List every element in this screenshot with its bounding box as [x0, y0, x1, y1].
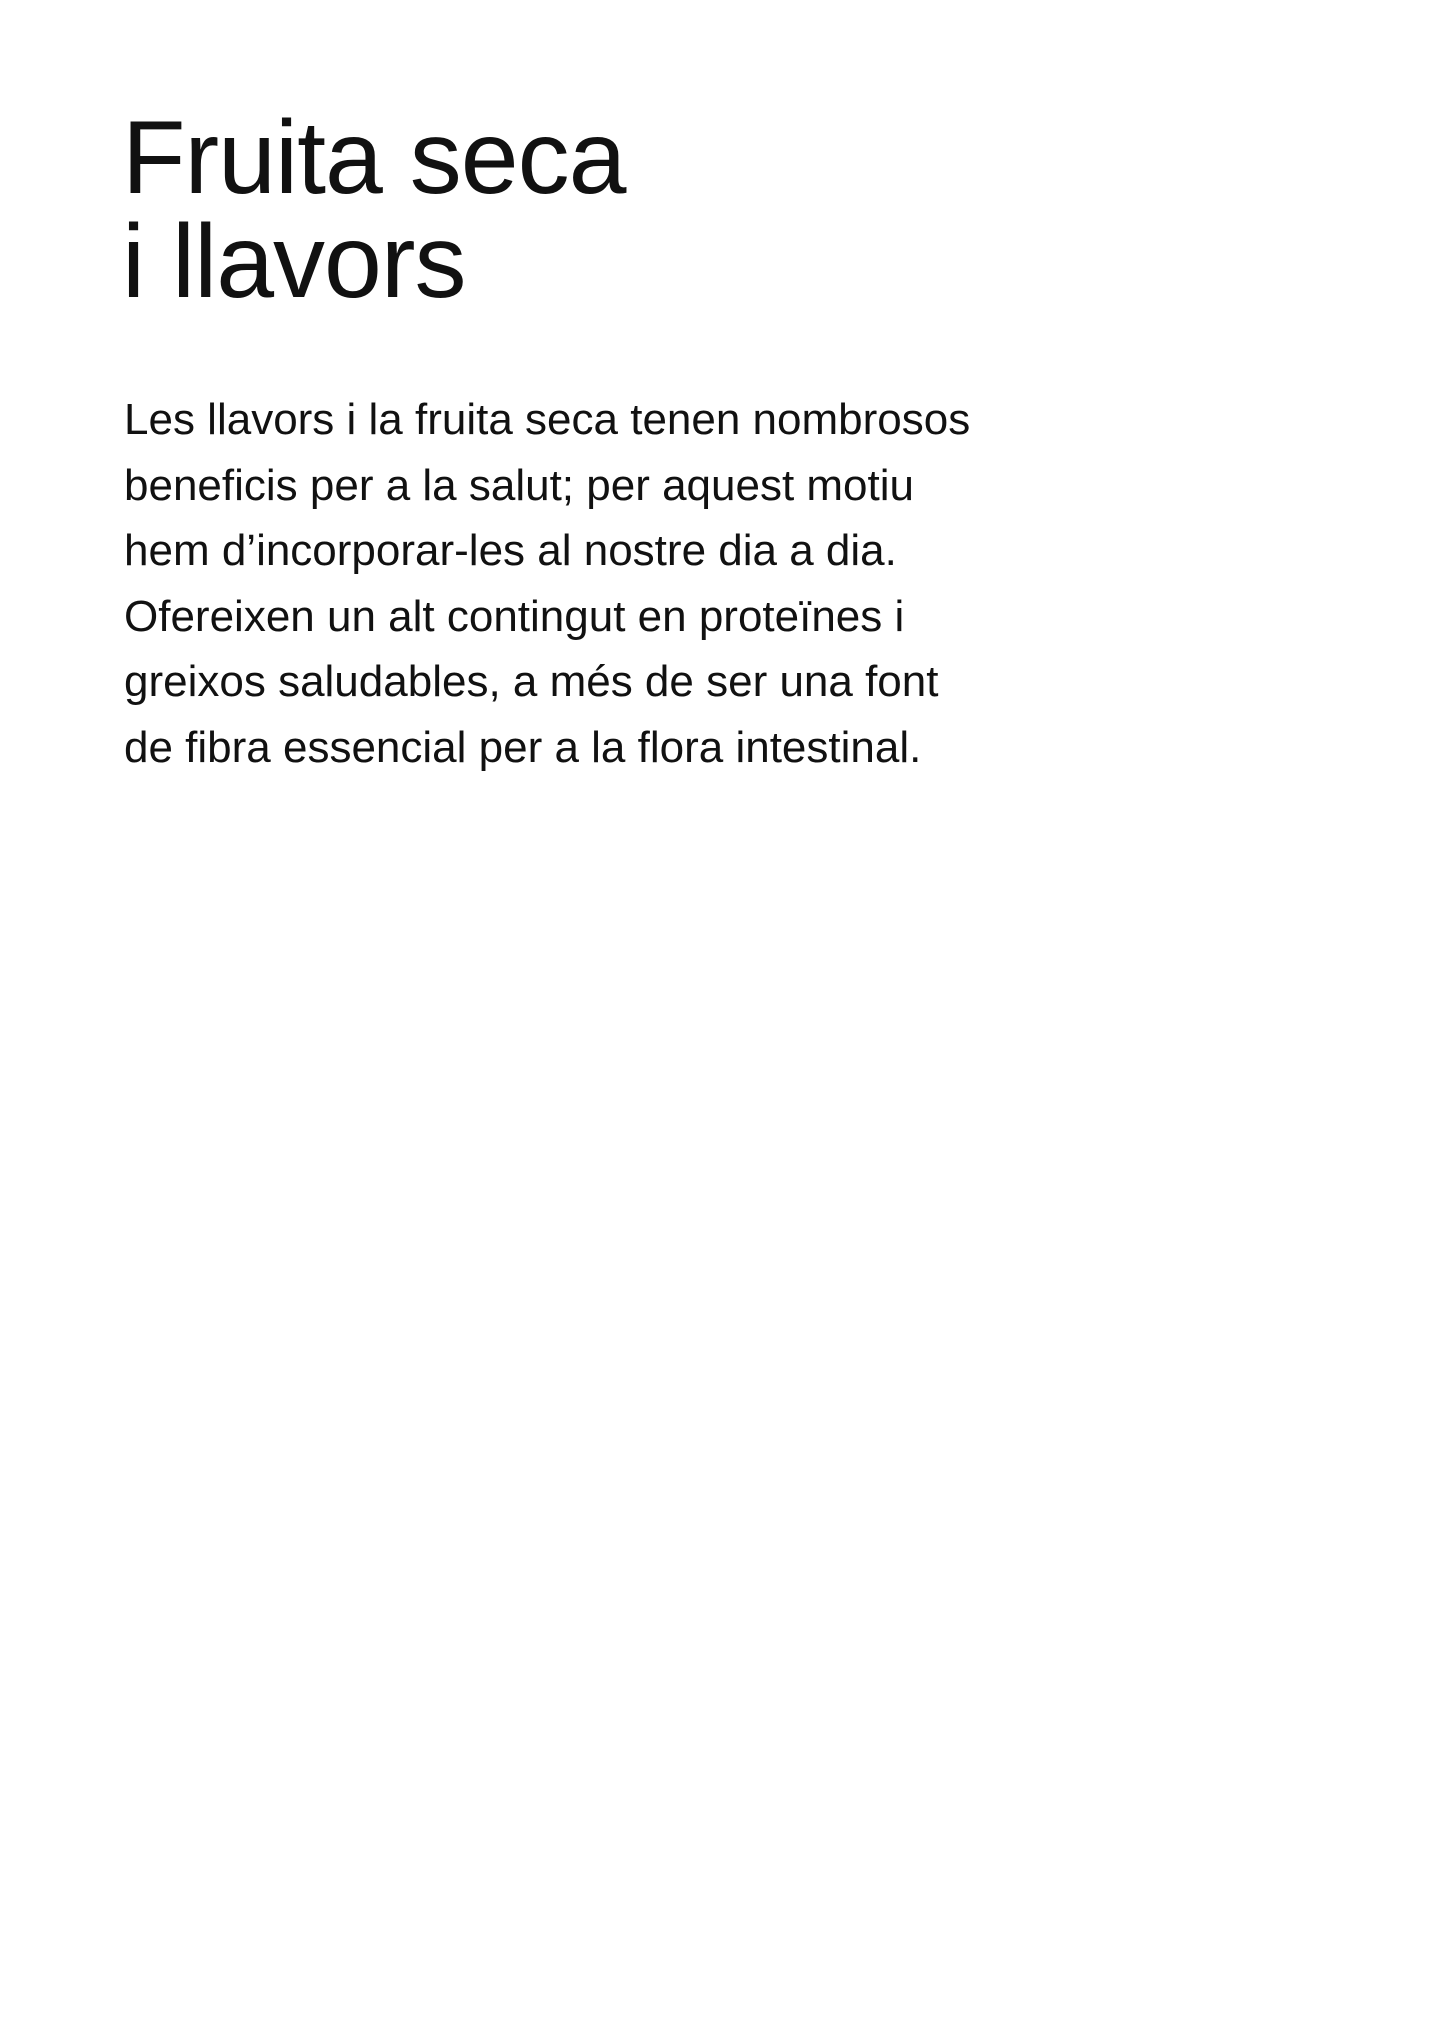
title-line-1: Fruita seca [122, 100, 626, 216]
page-title [122, 100, 626, 320]
body-line-6: de fibra essencial per a la flora intestinal. [124, 722, 922, 772]
body-line-5: greixos saludables, a més de ser una font [124, 657, 939, 706]
body-paragraph [124, 387, 1224, 780]
body-line-3: hem d’incorporar-les al nostre dia a dia. [124, 526, 897, 575]
body-line-4: Ofereixen un alt contingut en proteïnes i [124, 591, 905, 641]
title-line-2: i llavors [122, 204, 466, 320]
body-line-2: beneficis per a la salut; per aquest motiu [124, 460, 915, 510]
body-line-1: Les llavors i la fruita seca tenen nombrosos [124, 395, 971, 444]
